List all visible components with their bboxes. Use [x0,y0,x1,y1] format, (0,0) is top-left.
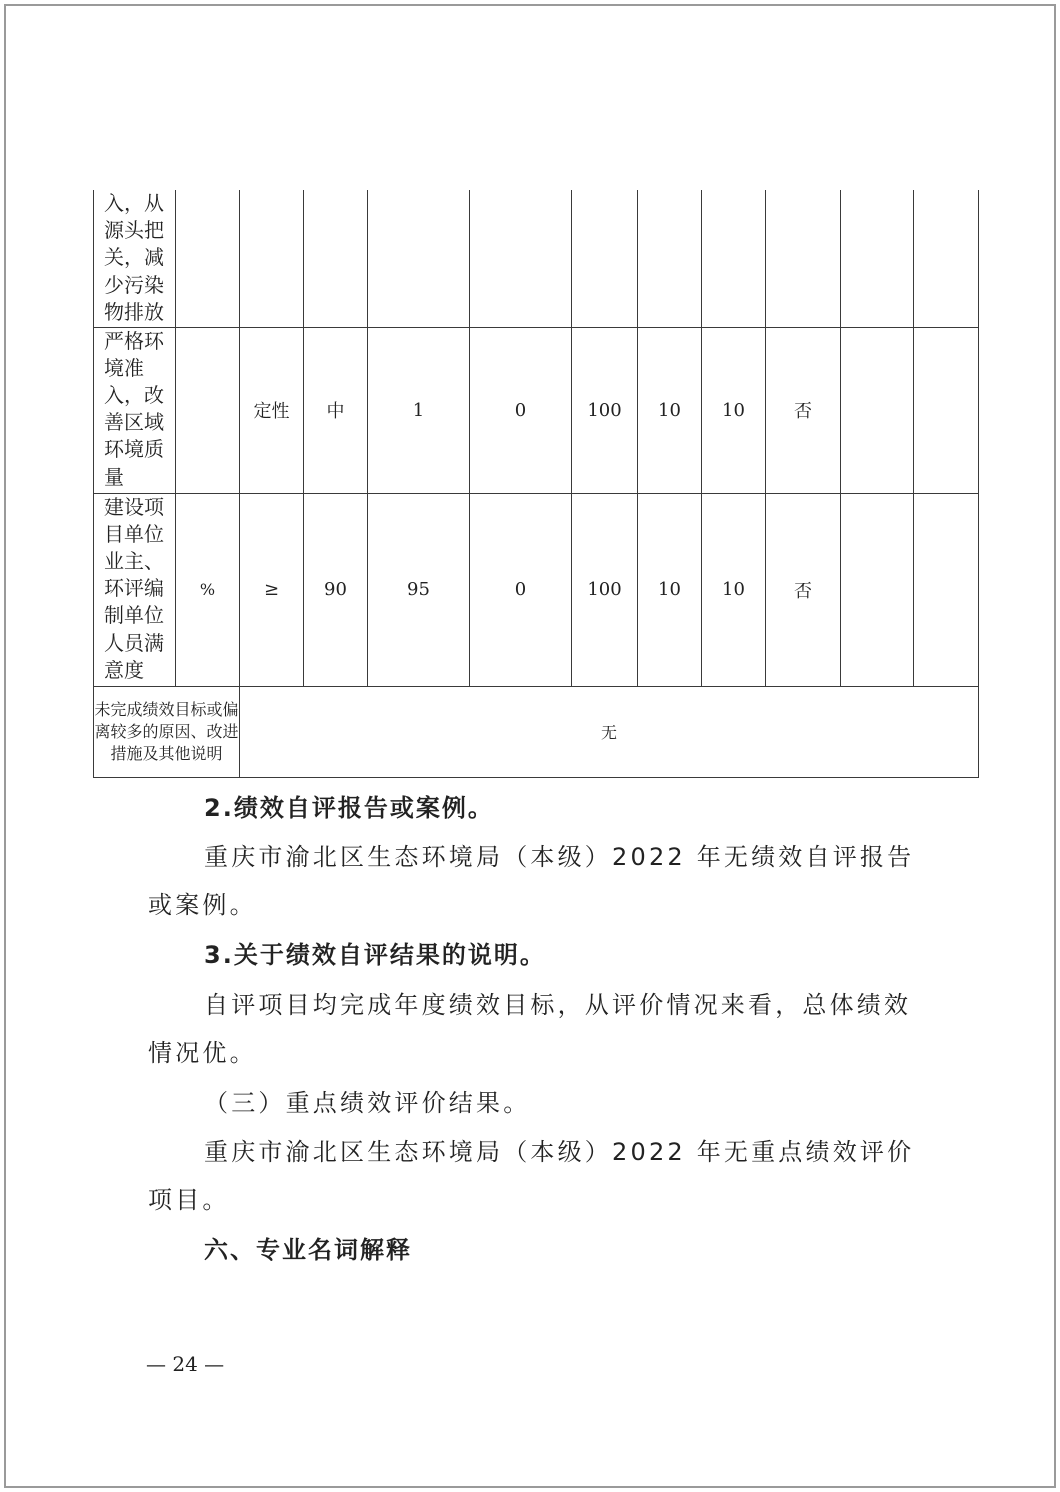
indicator-name: 建设项目单位业主、环评编制单位人员满意度 [94,493,176,686]
paragraph-3: 自评项目均完成年度绩效目标，从评价情况来看，总体绩效情况优。 [148,991,912,1067]
deviation-cell: 否 [766,493,841,686]
score-cell: 10 [702,493,766,686]
page-number: — 24 — [146,1352,225,1376]
weight-cell: 10 [638,327,702,493]
actual-cell: 1 [368,327,470,493]
unit-cell [176,327,240,493]
target-cell [304,190,368,327]
chapter-heading: 六、专业名词解释 [204,1236,412,1264]
deviation-cell [766,190,841,327]
actual-cell: 95 [368,493,470,686]
performance-table [93,190,979,778]
target-cell: 中 [304,327,368,493]
table-row [94,686,979,777]
paragraph-2: 重庆市渝北区生态环境局（本级）2022 年无绩效自评报告或案例。 [148,843,915,919]
score-cell [702,190,766,327]
score-cell: 10 [702,327,766,493]
table-row [94,190,979,327]
empty-cell [914,190,979,327]
section-heading-2: 2.绩效自评报告或案例。 [204,794,494,822]
empty-cell [841,190,914,327]
max-cell [572,190,638,327]
deviation-cell: 否 [766,327,841,493]
weight-cell [638,190,702,327]
unit-cell: % [176,493,240,686]
note-label: 未完成绩效目标或偏离较多的原因、改进措施及其他说明 [94,686,240,777]
target-cell: 90 [304,493,368,686]
max-cell: 100 [572,327,638,493]
table-row [94,493,979,686]
min-cell: 0 [470,327,572,493]
max-cell: 100 [572,493,638,686]
weight-cell: 10 [638,493,702,686]
actual-cell [368,190,470,327]
indicator-name: 入，从源头把关，减少污染物排放 [94,190,176,327]
note-value: 无 [240,686,979,777]
operator-cell: ≥ [240,493,304,686]
table-row [94,327,979,493]
min-cell [470,190,572,327]
empty-cell [914,493,979,686]
paragraph-4: 重庆市渝北区生态环境局（本级）2022 年无重点绩效评价项目。 [148,1138,915,1214]
subsection-heading: （三）重点绩效评价结果。 [204,1089,531,1117]
section-heading-3: 3.关于绩效自评结果的说明。 [204,941,546,969]
empty-cell [841,327,914,493]
operator-cell [240,190,304,327]
min-cell: 0 [470,493,572,686]
unit-cell [176,190,240,327]
indicator-name: 严格环境准入，改善区域环境质量 [94,327,176,493]
empty-cell [841,493,914,686]
operator-cell: 定性 [240,327,304,493]
empty-cell [914,327,979,493]
